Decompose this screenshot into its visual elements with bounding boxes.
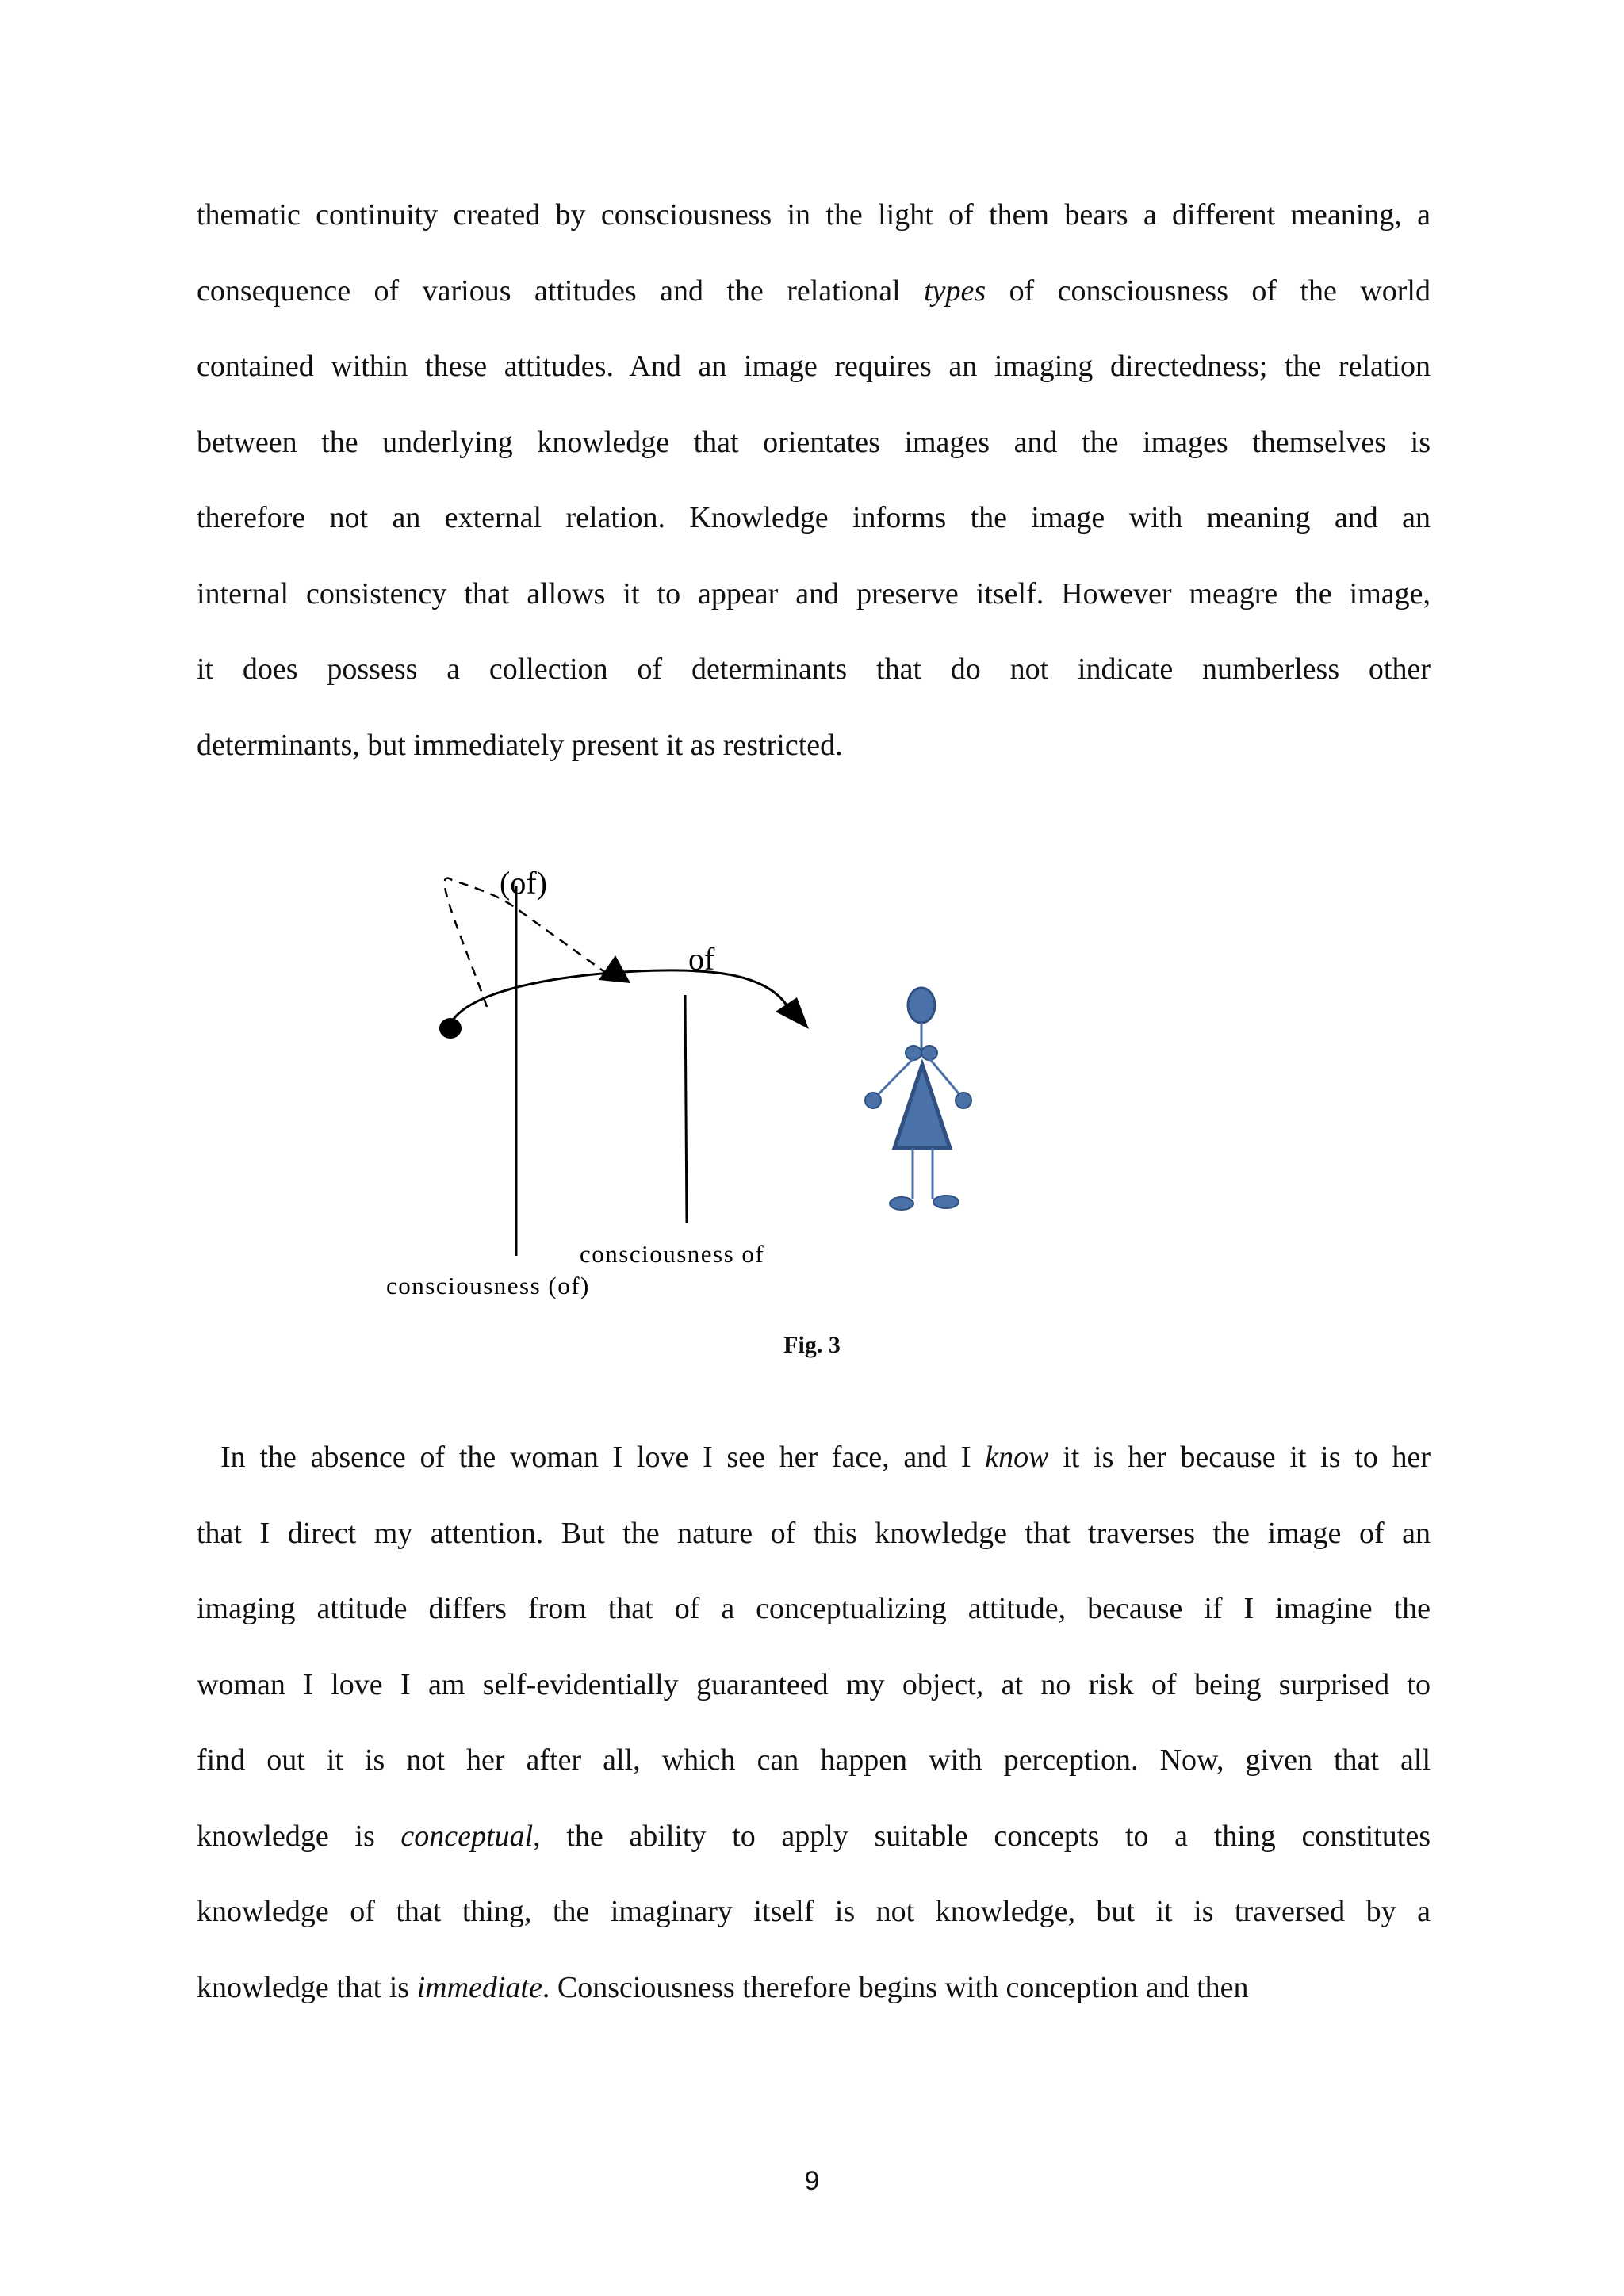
figure-head	[908, 988, 935, 1023]
text-segment: knowledge that is	[197, 1970, 417, 2004]
text-line	[197, 1874, 1431, 1950]
text-line	[197, 1723, 1431, 1799]
figure-diagram	[0, 832, 1624, 1387]
text-line	[197, 1799, 1431, 1875]
text-line	[197, 480, 1431, 557]
text-segment: woman I love I am self-evidentially guaranteed my object, at no risk of being surprised to	[197, 1667, 1431, 1701]
text-segment: of consciousness of the world	[986, 274, 1431, 308]
text-line	[197, 1647, 1431, 1724]
figure-right-foot	[933, 1196, 959, 1208]
figure-left-foot	[890, 1197, 914, 1210]
page-number: 9	[804, 2166, 820, 2196]
text-segment: it does possess a collection of determinants that do not indicate numberless other	[197, 652, 1431, 686]
text-segment: knowledge is	[197, 1819, 401, 1853]
figure-bow-right	[921, 1046, 937, 1060]
text-line	[197, 632, 1431, 708]
italic-text: immediate	[416, 1970, 542, 2004]
text-segment: knowledge of that thing, the imaginary itself is not knowledge, but it is traversed by a	[197, 1895, 1431, 1928]
text-line	[197, 254, 1431, 330]
label-of: of	[688, 941, 715, 977]
figure-right-arm	[929, 1058, 962, 1097]
figure-left-hand	[865, 1093, 881, 1108]
label-consciousness-parenthesized-of: consciousness (of)	[386, 1272, 590, 1299]
text-line	[197, 329, 1431, 405]
text-line	[197, 557, 1431, 633]
text-line	[197, 1420, 1431, 1496]
text-segment: contained within these attitudes. And an image requires an imaging directedness; the relation	[197, 350, 1431, 383]
text-segment: thematic continuity created by consciousness in the light of them bears a different meaning, a	[197, 198, 1431, 232]
text-line	[197, 1950, 1431, 2026]
text-line	[197, 178, 1431, 254]
text-line	[197, 1571, 1431, 1647]
figure-left-arm	[875, 1058, 914, 1097]
italic-text: types	[924, 274, 986, 308]
text-line	[197, 1496, 1431, 1572]
text-segment: internal consistency that allows it to appear and preserve itself. However meagre the image,	[197, 576, 1431, 610]
text-segment: therefore not an external relation. Knowledge informs the image with meaning and an	[197, 501, 1431, 534]
figure-3	[0, 832, 1624, 1387]
italic-text: conceptual	[400, 1819, 534, 1853]
text-segment: find out it is not her after all, which can happen with perception. Now, given that all	[197, 1743, 1431, 1777]
label-consciousness-of: consciousness of	[580, 1240, 765, 1268]
consciousness-of-line	[685, 995, 687, 1223]
figure-right-hand	[956, 1093, 971, 1108]
figure-dress	[894, 1065, 950, 1148]
figure-caption: Fig. 3	[783, 1332, 841, 1358]
origin-dot	[439, 1018, 462, 1039]
text-segment: between the underlying knowledge that orientates images and the images themselves is	[197, 425, 1431, 459]
text-segment: , the ability to apply suitable concepts to a thing constitutes	[533, 1819, 1431, 1853]
text-segment: consequence of various attitudes and the relational	[197, 274, 925, 308]
text-segment: determinants, but immediately present it as restricted.	[197, 728, 843, 762]
paragraph-2	[197, 1420, 1431, 2026]
text-line	[197, 708, 1431, 784]
text-segment: that I direct my attention. But the nature of this knowledge that traverses the image of an	[197, 1516, 1431, 1550]
text-segment: it is her because it is to her	[1048, 1441, 1431, 1474]
text-segment: . Consciousness therefore begins with conception and then	[542, 1970, 1249, 2004]
solid-arrowhead	[776, 997, 809, 1029]
text-line	[197, 405, 1431, 481]
label-of-parenthesized: (of)	[500, 865, 547, 901]
dashed-arrowhead	[599, 955, 630, 983]
text-segment: In the absence of the woman I love I see her face, and I	[220, 1441, 986, 1474]
woman-stick-figure	[865, 988, 971, 1210]
text-segment: imaging attitude differs from that of a conceptualizing attitude, because if I imagine the	[197, 1592, 1431, 1625]
paragraph-1	[197, 178, 1431, 783]
figure-bow-left	[906, 1046, 921, 1060]
italic-text: know	[985, 1441, 1049, 1474]
